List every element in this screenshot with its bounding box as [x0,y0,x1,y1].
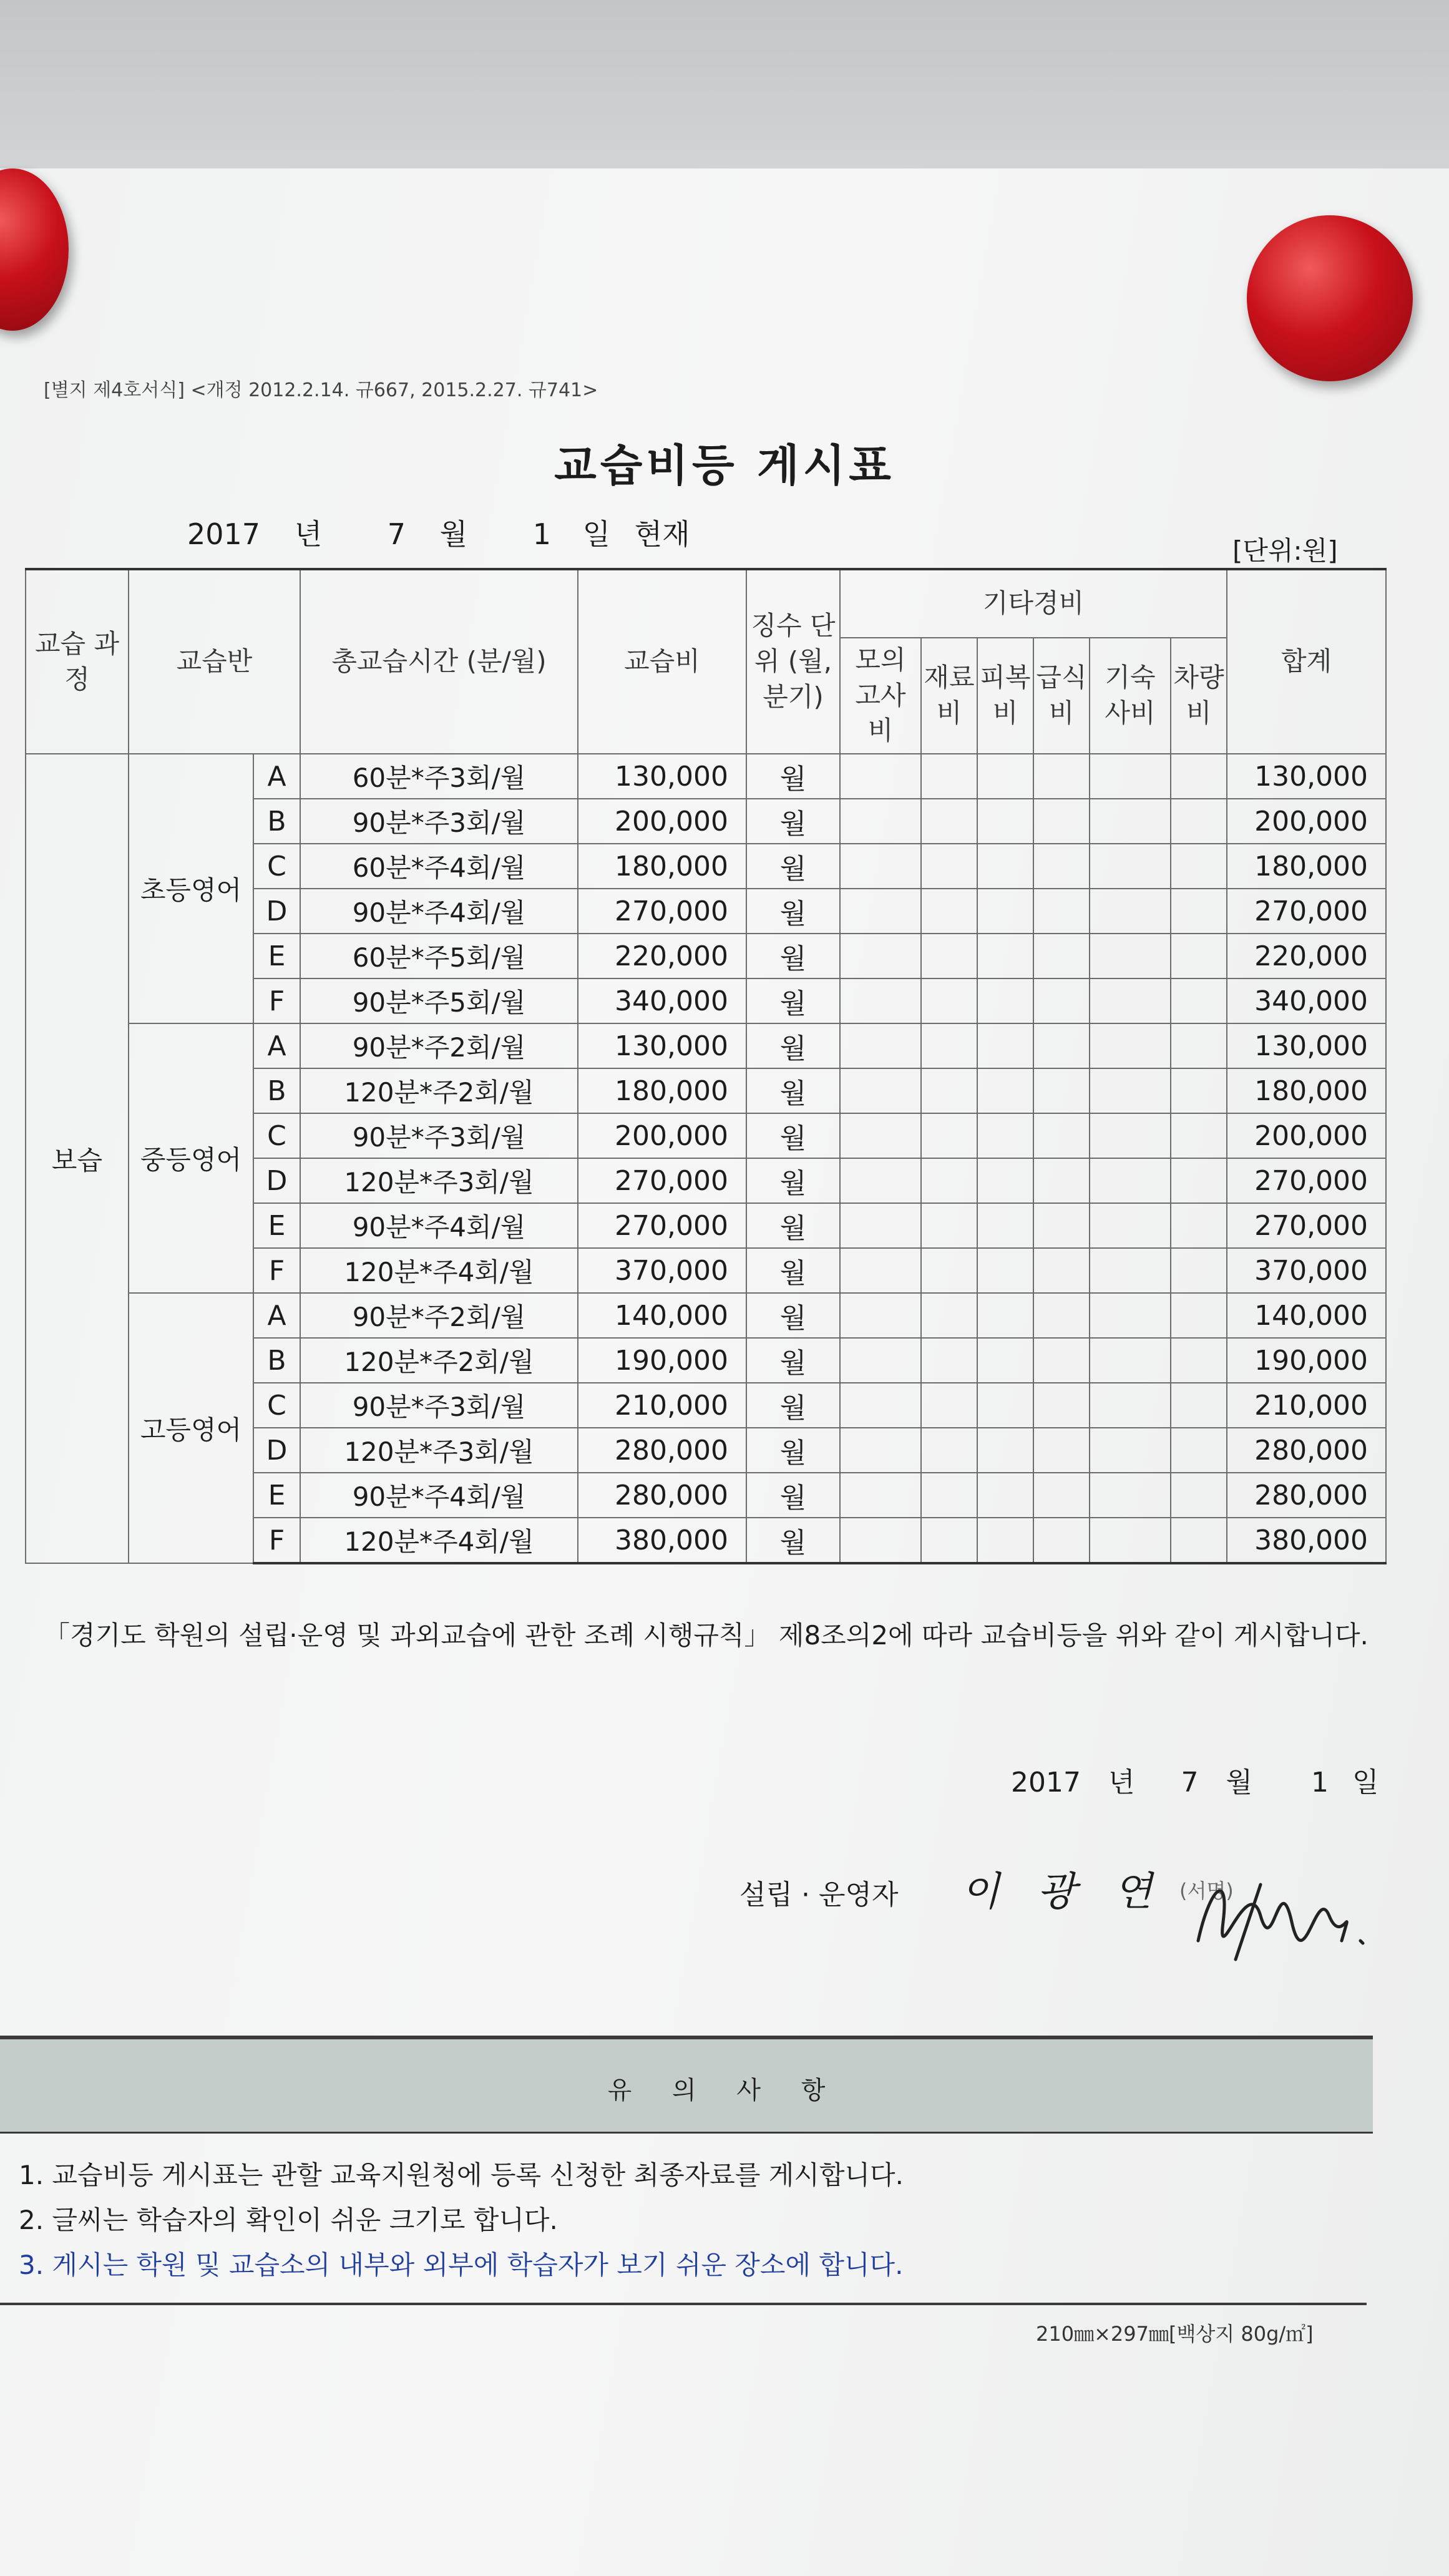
total-cell: 280,000 [1227,1428,1386,1473]
class-group-high: 고등영어 [129,1293,253,1563]
total-cell: 190,000 [1227,1338,1386,1383]
hours-cell: 90분*주4회/월 [300,1473,578,1518]
unit-cell: 월 [746,1428,840,1473]
section-cell: F [253,1518,300,1563]
fee-cell: 200,000 [578,1113,746,1158]
notice-item: 1. 교습비등 게시표는 관할 교육지원청에 등록 신청한 최종자료를 게시합니다. [19,2160,904,2190]
total-cell: 220,000 [1227,934,1386,978]
magnet-right [1247,215,1413,381]
notice-title: 유 의 사 항 [607,2076,842,2105]
hours-cell: 120분*주2회/월 [300,1068,578,1113]
fee-cell: 380,000 [578,1518,746,1563]
hours-cell: 90분*주2회/월 [300,1293,578,1338]
fee-cell: 370,000 [578,1248,746,1293]
fee-cell: 280,000 [578,1428,746,1473]
as-of-year: 2017 [187,517,261,551]
total-cell: 370,000 [1227,1248,1386,1293]
wall-background [0,0,1449,181]
hours-cell: 90분*주3회/월 [300,1383,578,1428]
unit-cell: 월 [746,1518,840,1563]
as-of-month: 7 [387,517,406,551]
as-of-day: 1 [532,517,552,551]
header-dormitory: 기숙 사비 [1090,638,1171,754]
fee-cell: 220,000 [578,934,746,978]
fee-table [25,568,1387,1564]
section-cell: A [253,1293,300,1338]
as-of-month-unit: 월 [439,517,468,551]
unit-cell: 월 [746,1338,840,1383]
signed-month-unit: 월 [1226,1767,1253,1798]
hours-cell: 120분*주4회/월 [300,1518,578,1563]
total-cell: 200,000 [1227,1113,1386,1158]
section-cell: B [253,1338,300,1383]
unit-cell: 월 [746,978,840,1023]
header-mock-exam: 모의 고사 비 [840,638,921,754]
total-cell: 180,000 [1227,844,1386,889]
unit-cell: 월 [746,799,840,844]
hours-cell: 120분*주4회/월 [300,1248,578,1293]
seal-label: (서명) [1179,1879,1234,1903]
section-cell: C [253,1383,300,1428]
section-cell: E [253,934,300,978]
unit-cell: 월 [746,1113,840,1158]
header-clothing: 피복 비 [977,638,1033,754]
unit-cell: 월 [746,1023,840,1068]
hours-cell: 90분*주3회/월 [300,799,578,844]
fee-cell: 210,000 [578,1383,746,1428]
total-cell: 280,000 [1227,1473,1386,1518]
header-total: 합계 [1227,569,1386,754]
handwritten-signature [1186,1847,1373,1972]
signer-name: 이 광 연 [961,1869,1165,1915]
unit-cell: 월 [746,754,840,799]
fee-cell: 200,000 [578,799,746,844]
fee-cell: 280,000 [578,1473,746,1518]
signed-year-unit: 년 [1108,1767,1135,1798]
total-cell: 140,000 [1227,1293,1386,1338]
unit-note: [단위:원] [1232,535,1338,566]
header-class: 교습반 [129,569,300,754]
notice-item: 2. 글씨는 학습자의 확인이 쉬운 크기로 합니다. [19,2205,558,2235]
header-course: 교습 과정 [26,569,129,754]
fee-cell: 270,000 [578,1203,746,1248]
section-cell: C [253,844,300,889]
hours-cell: 60분*주3회/월 [300,754,578,799]
section-cell: C [253,1113,300,1158]
section-cell: E [253,1473,300,1518]
course-cell: 보습 [26,754,129,1563]
class-group-middle: 중등영어 [129,1023,253,1293]
header-other-expenses: 기타경비 [840,569,1227,638]
unit-cell: 월 [746,934,840,978]
section-cell: D [253,1158,300,1203]
unit-cell: 월 [746,1068,840,1113]
notice-list [19,2153,904,2288]
fee-cell: 190,000 [578,1338,746,1383]
unit-cell: 월 [746,1293,840,1338]
table-row [26,1293,1386,1338]
unit-cell: 월 [746,1203,840,1248]
hours-cell: 90분*주5회/월 [300,978,578,1023]
paper-spec: 210㎜×297㎜[백상지 80g/㎡] [1036,2322,1314,2346]
hours-cell: 60분*주5회/월 [300,934,578,978]
hours-cell: 90분*주4회/월 [300,1203,578,1248]
fee-cell: 180,000 [578,1068,746,1113]
section-cell: B [253,1068,300,1113]
section-cell: F [253,978,300,1023]
hours-cell: 60분*주4회/월 [300,844,578,889]
as-of-suffix: 현재 [634,517,690,551]
bottom-rule [0,2303,1367,2305]
unit-cell: 월 [746,1248,840,1293]
as-of-day-unit: 일 [582,517,611,551]
total-cell: 130,000 [1227,1023,1386,1068]
signed-day-unit: 일 [1352,1767,1379,1798]
hours-cell: 90분*주3회/월 [300,1113,578,1158]
unit-cell: 월 [746,1158,840,1203]
section-cell: F [253,1248,300,1293]
header-materials: 재료 비 [921,638,977,754]
document-title: 교습비등 게시표 [554,440,895,491]
total-cell: 180,000 [1227,1068,1386,1113]
total-cell: 270,000 [1227,1203,1386,1248]
section-cell: D [253,1428,300,1473]
fee-cell: 180,000 [578,844,746,889]
as-of-year-unit: 년 [294,517,323,551]
unit-cell: 월 [746,889,840,934]
unit-cell: 월 [746,844,840,889]
hours-cell: 120분*주3회/월 [300,1428,578,1473]
fee-cell: 130,000 [578,754,746,799]
total-cell: 210,000 [1227,1383,1386,1428]
total-cell: 340,000 [1227,978,1386,1023]
fee-cell: 340,000 [578,978,746,1023]
section-cell: D [253,889,300,934]
signer-role: 설립 · 운영자 [739,1879,899,1911]
fee-cell: 270,000 [578,1158,746,1203]
header-tuition: 교습비 [578,569,746,754]
fee-cell: 130,000 [578,1023,746,1068]
total-cell: 200,000 [1227,799,1386,844]
unit-cell: 월 [746,1383,840,1428]
class-group-elementary: 초등영어 [129,754,253,1023]
section-cell: A [253,754,300,799]
legal-statement: 「경기도 학원의 설립·운영 및 과외교습에 관한 조례 시행규칙」 제8조의2에 따라 교습비등을 위와 같이 게시합니다. [44,1620,1368,1651]
notice-item: 3. 게시는 학원 및 교습소의 내부와 외부에 학습자가 보기 쉬운 장소에 합니다. [19,2250,904,2280]
signed-date [1011,1760,1379,1800]
unit-cell: 월 [746,1473,840,1518]
as-of-date [187,512,690,553]
total-cell: 270,000 [1227,1158,1386,1203]
signed-day: 1 [1311,1767,1329,1798]
section-cell: E [253,1203,300,1248]
total-cell: 380,000 [1227,1518,1386,1563]
header-total-hours: 총교습시간 (분/월) [300,569,578,754]
table-row [26,1023,1386,1068]
hours-cell: 90분*주2회/월 [300,1023,578,1068]
header-meals: 급식 비 [1033,638,1090,754]
total-cell: 130,000 [1227,754,1386,799]
signed-year: 2017 [1011,1767,1081,1798]
header-collection-unit: 징수 단위 (월, 분기) [746,569,840,754]
form-number: [별지 제4호서식] <개정 2012.2.14. 규667, 2015.2.27. 규741> [44,379,598,401]
table-row [26,754,1386,799]
section-cell: A [253,1023,300,1068]
signed-month: 7 [1181,1767,1199,1798]
section-cell: B [253,799,300,844]
hours-cell: 90분*주4회/월 [300,889,578,934]
hours-cell: 120분*주2회/월 [300,1338,578,1383]
hours-cell: 120분*주3회/월 [300,1158,578,1203]
total-cell: 270,000 [1227,889,1386,934]
fee-cell: 140,000 [578,1293,746,1338]
header-vehicle: 차량 비 [1171,638,1227,754]
fee-cell: 270,000 [578,889,746,934]
